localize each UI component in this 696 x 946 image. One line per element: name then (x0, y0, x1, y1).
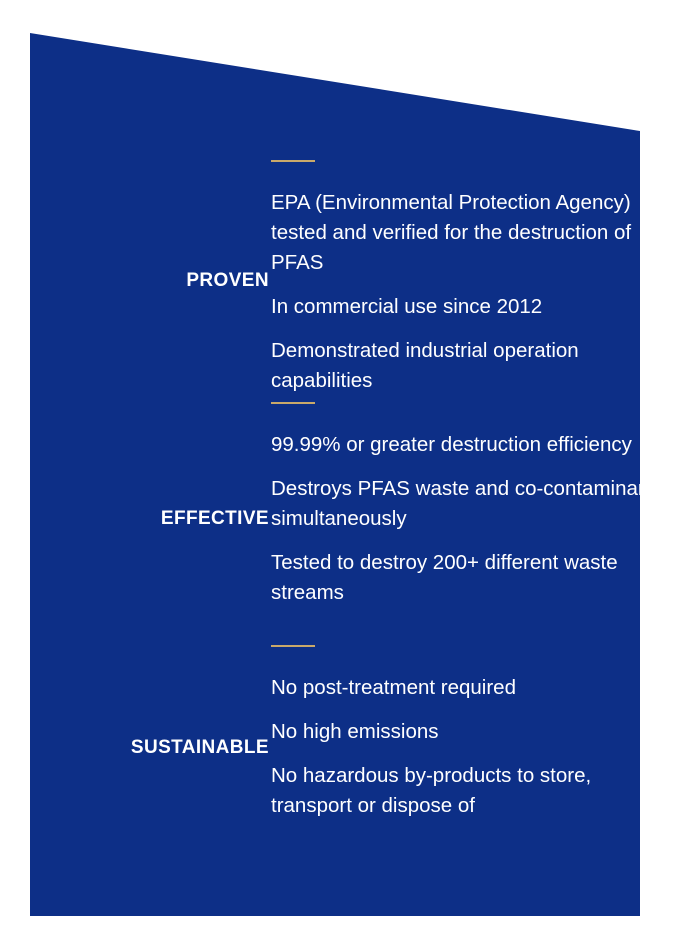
section-divider-rule (271, 160, 315, 162)
list-item: No post-treatment required (271, 676, 516, 699)
section-divider-rule (271, 645, 315, 647)
list-item: Demonstrated industrial operation capabilities (271, 339, 579, 392)
section-label-proven: PROVEN (186, 270, 269, 291)
section-items-effective (271, 430, 671, 608)
section-label-sustainable: SUSTAINABLE (130, 737, 269, 758)
list-item: 99.99% or greater destruction efficiency (271, 433, 632, 456)
section-label-effective: EFFECTIVE (160, 508, 269, 529)
section-items-proven (271, 188, 671, 396)
list-item: No hazardous by-products to store, transport or dispose of (271, 764, 592, 817)
list-item: EPA (Environmental Protection Agency) tested and verified for the destruction of PFAS (271, 191, 632, 274)
list-item: In commercial use since 2012 (271, 295, 543, 318)
list-item: Destroys PFAS waste and co-contaminants simultaneously (271, 477, 666, 530)
list-item: Tested to destroy 200+ different waste streams (271, 551, 618, 604)
list-item: No high emissions (271, 720, 439, 743)
section-divider-rule (271, 402, 315, 404)
section-items-sustainable (271, 673, 671, 821)
